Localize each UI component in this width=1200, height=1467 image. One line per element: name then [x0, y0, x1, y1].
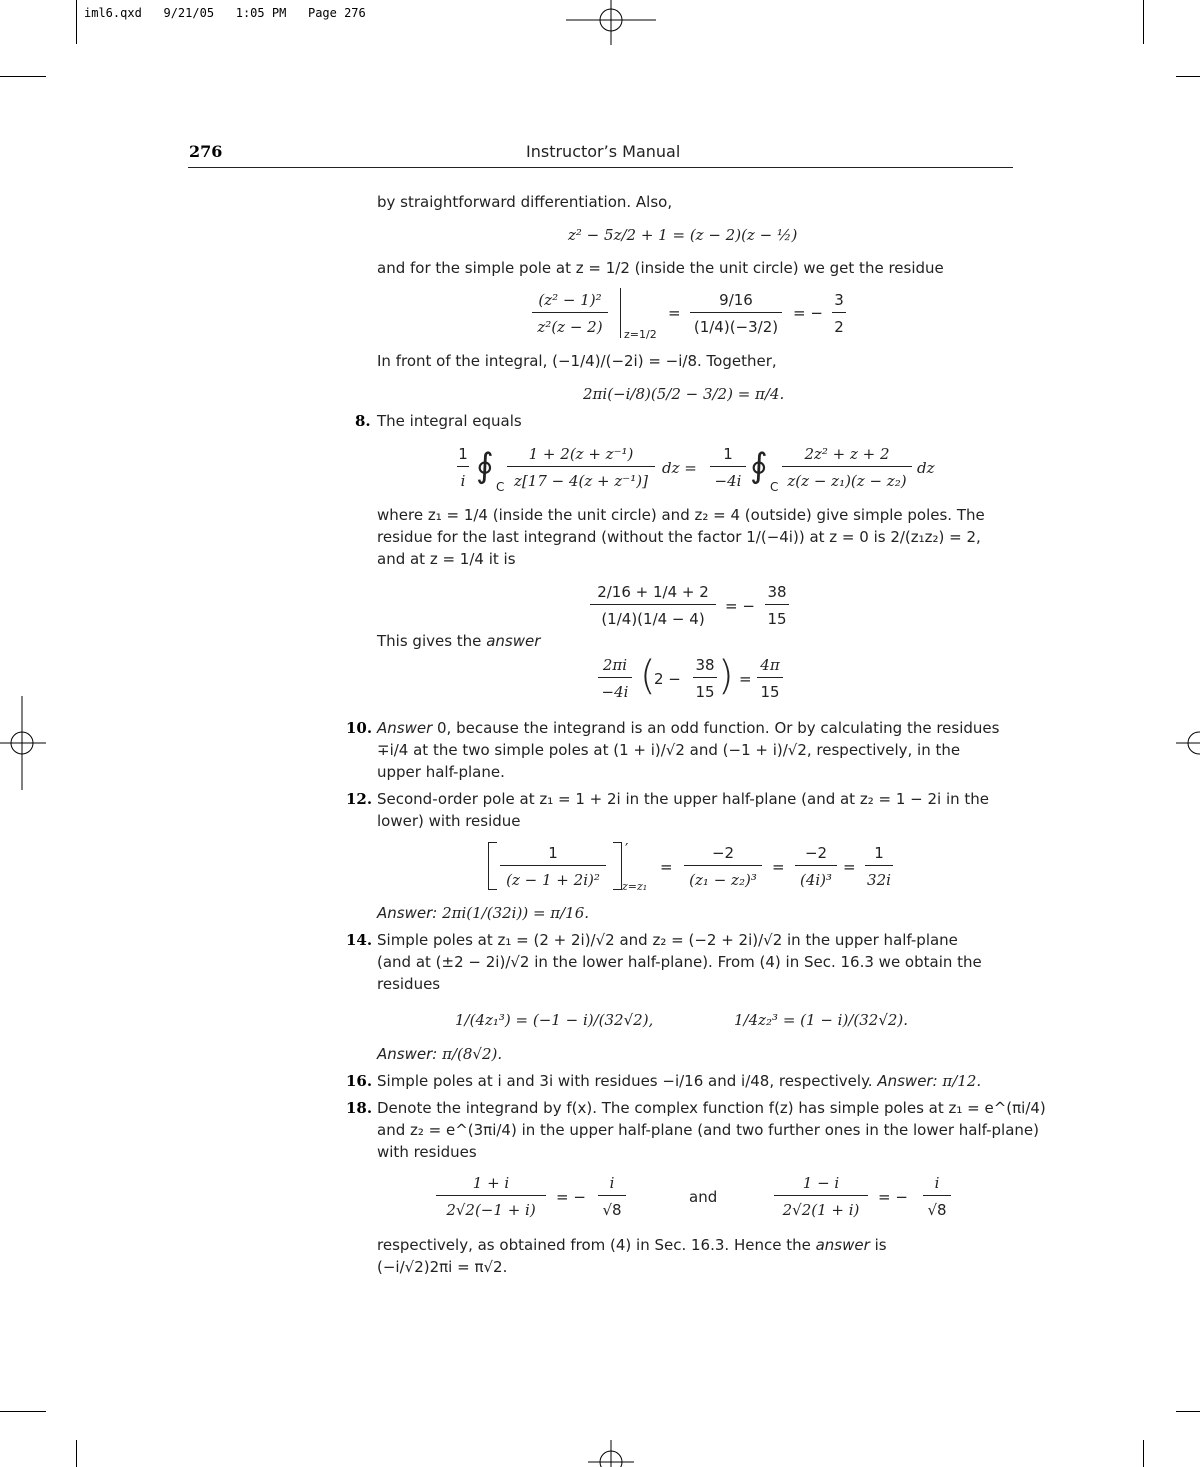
fraction-denominator: (4i)³	[799, 871, 833, 889]
text-line: The integral equals	[377, 412, 522, 430]
contour-integral-sign: ∮	[476, 446, 494, 486]
fraction-bar	[500, 865, 606, 866]
problem-number: 12.	[346, 790, 373, 808]
equals-sign: = −	[793, 304, 823, 322]
fraction-denominator: √8	[602, 1201, 622, 1219]
contour-subscript: C	[496, 480, 505, 494]
text-line: by straightforward differentiation. Also,	[377, 193, 673, 211]
evaluation-subscript: z=1/2	[624, 328, 657, 341]
fraction-bar	[457, 466, 469, 467]
fraction-numerator: −2	[711, 844, 735, 862]
display-equation: 1/(4z₁³) = (−1 − i)/(32√2),	[455, 1011, 654, 1029]
equals-sign: =	[772, 858, 785, 876]
fraction-denominator: 15	[767, 610, 787, 628]
fraction-numerator: 1	[723, 445, 733, 463]
fraction-denominator: 2	[834, 318, 844, 336]
fraction-numerator: 3	[834, 291, 844, 309]
fraction-bar	[507, 466, 655, 467]
fraction-bar	[765, 604, 789, 605]
text-line: (−i/√2)2πi = π√2.	[377, 1258, 508, 1276]
right-paren: )	[718, 653, 734, 699]
fraction-denominator: 15	[695, 683, 715, 701]
emphasis-answer: answer	[486, 632, 541, 650]
fraction-bar	[598, 1195, 626, 1196]
fraction-bar	[684, 865, 762, 866]
answer-value: π/12.	[937, 1072, 982, 1090]
fraction-numerator: 2z² + z + 2	[804, 445, 890, 463]
left-paren: (	[640, 653, 656, 699]
fraction-bar	[590, 604, 716, 605]
fraction-bar	[693, 677, 717, 678]
fraction-numerator: 4π	[760, 656, 780, 674]
fraction-bar	[865, 865, 893, 866]
problem-number: 10.	[346, 719, 373, 737]
fraction-numerator: 1	[874, 844, 884, 862]
crop-mark	[76, 0, 77, 44]
fraction-numerator: 2/16 + 1/4 + 2	[597, 583, 709, 601]
problem-number: 16.	[346, 1072, 373, 1090]
fraction-bar	[710, 466, 746, 467]
registration-mark-right	[1176, 720, 1200, 766]
text-line: Simple poles at z₁ = (2 + 2i)/√2 and z₂ = (−2 + 2i)/√2 in the upper half-plane	[377, 931, 958, 949]
evaluation-subscript: z=z₁	[622, 880, 648, 893]
answer-label: Answer:	[377, 1045, 438, 1063]
fraction-denominator: 2√2(−1 + i)	[446, 1201, 536, 1219]
display-equation: 1/4z₂³ = (1 − i)/(32√2).	[734, 1011, 909, 1029]
equals-sign: =	[660, 858, 673, 876]
text-line: with residues	[377, 1143, 477, 1161]
fraction-denominator: −4i	[714, 472, 742, 490]
fraction-numerator: 9/16	[719, 291, 753, 309]
evaluation-bar	[620, 288, 621, 338]
text-line: residue for the last integrand (without the factor 1/(−4i)) at z = 0 is 2/(z₁z₂) = 2,	[377, 528, 981, 546]
fraction-denominator: (1/4)(1/4 − 4)	[601, 610, 705, 628]
crop-mark	[1176, 1411, 1200, 1412]
fraction-bar	[532, 312, 608, 313]
fraction-bar	[690, 312, 782, 313]
text-line: ∓i/4 at the two simple poles at (1 + i)/√2 and (−1 + i)/√2, respectively, in the	[377, 741, 961, 759]
display-equation: z² − 5z/2 + 1 = (z − 2)(z − ½)	[568, 226, 798, 244]
registration-mark-left	[0, 696, 46, 790]
crop-mark	[0, 1411, 46, 1412]
problem-number: 18.	[346, 1099, 373, 1117]
fraction-bar	[757, 677, 783, 678]
answer-value: 2πi(1/(32i)) = π/16.	[437, 904, 590, 922]
crop-mark	[76, 1440, 77, 1467]
left-bracket	[488, 842, 497, 890]
text-line	[377, 1070, 981, 1092]
fraction-denominator: z(z − z₁)(z − z₂)	[787, 472, 907, 490]
fraction-numerator: 38	[695, 656, 715, 674]
running-title: Instructor’s Manual	[526, 142, 681, 161]
text-fragment: is	[869, 1236, 887, 1254]
answer-value: π/(8√2).	[437, 1045, 503, 1063]
contour-integral-sign: ∮	[750, 446, 768, 486]
fraction-denominator: √8	[927, 1201, 947, 1219]
fraction-numerator: 2πi	[602, 656, 628, 674]
text-fragment: Simple poles at i and 3i with residues −i/16 and i/48, respectively.	[377, 1072, 878, 1090]
text-line	[377, 630, 540, 652]
equals-sign: = −	[878, 1188, 908, 1206]
text-line: (and at (±2 − 2i)/√2 in the lower half-plane). From (4) in Sec. 16.3 we obtain the	[377, 953, 982, 971]
fraction-bar	[436, 1195, 546, 1196]
registration-mark-bottom	[580, 1440, 642, 1467]
fraction-numerator: 38	[767, 583, 787, 601]
fraction-denominator: z[17 − 4(z + z⁻¹)]	[514, 472, 648, 490]
emphasis-answer: answer	[815, 1236, 870, 1254]
right-bracket	[613, 842, 622, 890]
fraction-bar	[923, 1195, 951, 1196]
fraction-numerator: 1	[458, 445, 468, 463]
fraction-denominator: i	[460, 472, 466, 490]
equals-sign: =	[739, 670, 752, 688]
text-line: Second-order pole at z₁ = 1 + 2i in the upper half-plane (and at z₂ = 1 − 2i in the	[377, 790, 990, 808]
fraction-numerator: 1	[548, 844, 558, 862]
differential: dz	[917, 459, 935, 477]
answer-label: Answer:	[377, 904, 438, 922]
fraction-denominator: z²(z − 2)	[537, 318, 603, 336]
fraction-numerator: 1 − i	[802, 1174, 840, 1192]
problem-number: 14.	[346, 931, 373, 949]
text-fragment: respectively, as obtained from (4) in Sec. 16.3. Hence the	[377, 1236, 816, 1254]
fraction-numerator: (z² − 1)²	[538, 291, 602, 309]
answer-line	[377, 902, 589, 924]
display-equation: 2πi(−i/8)(5/2 − 3/2) = π/4.	[583, 385, 785, 403]
equals-sign: =	[843, 858, 856, 876]
fraction-denominator: 2√2(1 + i)	[782, 1201, 860, 1219]
text-line: Denote the integrand by f(x). The complex function f(z) has simple poles at z₁ = e^(πi/4)	[377, 1099, 1046, 1117]
text-line: upper half-plane.	[377, 763, 505, 781]
text-line: lower) with residue	[377, 812, 521, 830]
crop-mark	[1143, 0, 1144, 44]
equals-sign: = −	[556, 1188, 586, 1206]
contour-subscript: C	[770, 480, 779, 494]
fraction-numerator: 1 + i	[472, 1174, 510, 1192]
answer-line	[377, 1043, 502, 1065]
text-line: residues	[377, 975, 441, 993]
text-line: and z₂ = e^(3πi/4) in the upper half-plane (and two further ones in the lower half-plane)	[377, 1121, 1039, 1139]
text-line: where z₁ = 1/4 (inside the unit circle) and z₂ = 4 (outside) give simple poles. The	[377, 506, 985, 524]
fraction-bar	[598, 677, 632, 678]
answer-label: Answer	[377, 719, 433, 737]
text-line	[377, 1234, 887, 1256]
crop-mark	[1143, 1440, 1144, 1467]
fraction-numerator: −2	[804, 844, 828, 862]
differential: dz =	[662, 459, 697, 477]
problem-number: 8.	[355, 412, 371, 430]
fraction-numerator: 1 + 2(z + z⁻¹)	[528, 445, 634, 463]
fraction-bar	[782, 466, 912, 467]
text-line: and for the simple pole at z = 1/2 (inside the unit circle) we get the residue	[377, 259, 944, 277]
answer-label: Answer:	[877, 1072, 938, 1090]
fraction-numerator: i	[934, 1174, 940, 1192]
slug-line: iml6.qxd 9/21/05 1:05 PM Page 276	[84, 6, 366, 20]
fraction-denominator: −4i	[601, 683, 629, 701]
text-fragment: and	[689, 1188, 718, 1206]
text-fragment: 2 −	[654, 670, 681, 688]
fraction-denominator: (z₁ − z₂)³	[689, 871, 757, 889]
fraction-numerator: i	[609, 1174, 615, 1192]
fraction-denominator: 32i	[867, 871, 891, 889]
text-line: and at z = 1/4 it is	[377, 550, 516, 568]
fraction-bar	[832, 312, 846, 313]
header-rule	[188, 167, 1013, 168]
crop-mark	[1176, 76, 1200, 77]
equals-sign: =	[668, 304, 681, 322]
text-line	[377, 717, 999, 739]
fraction-bar	[795, 865, 837, 866]
fraction-denominator: (z − 1 + 2i)²	[506, 871, 600, 889]
page-number: 276	[189, 142, 223, 161]
fraction-bar	[774, 1195, 868, 1196]
fraction-denominator: 15	[760, 683, 780, 701]
registration-mark-top	[566, 0, 656, 46]
text-fragment: 0, because the integrand is an odd function. Or by calculating the residues	[432, 719, 1000, 737]
text-line: In front of the integral, (−1/4)/(−2i) = −i/8. Together,	[377, 352, 777, 370]
crop-mark	[0, 76, 46, 77]
prime-mark: ′	[625, 840, 629, 858]
fraction-denominator: (1/4)(−3/2)	[693, 318, 779, 336]
text-fragment: This gives the	[377, 632, 487, 650]
equals-sign: = −	[725, 597, 755, 615]
